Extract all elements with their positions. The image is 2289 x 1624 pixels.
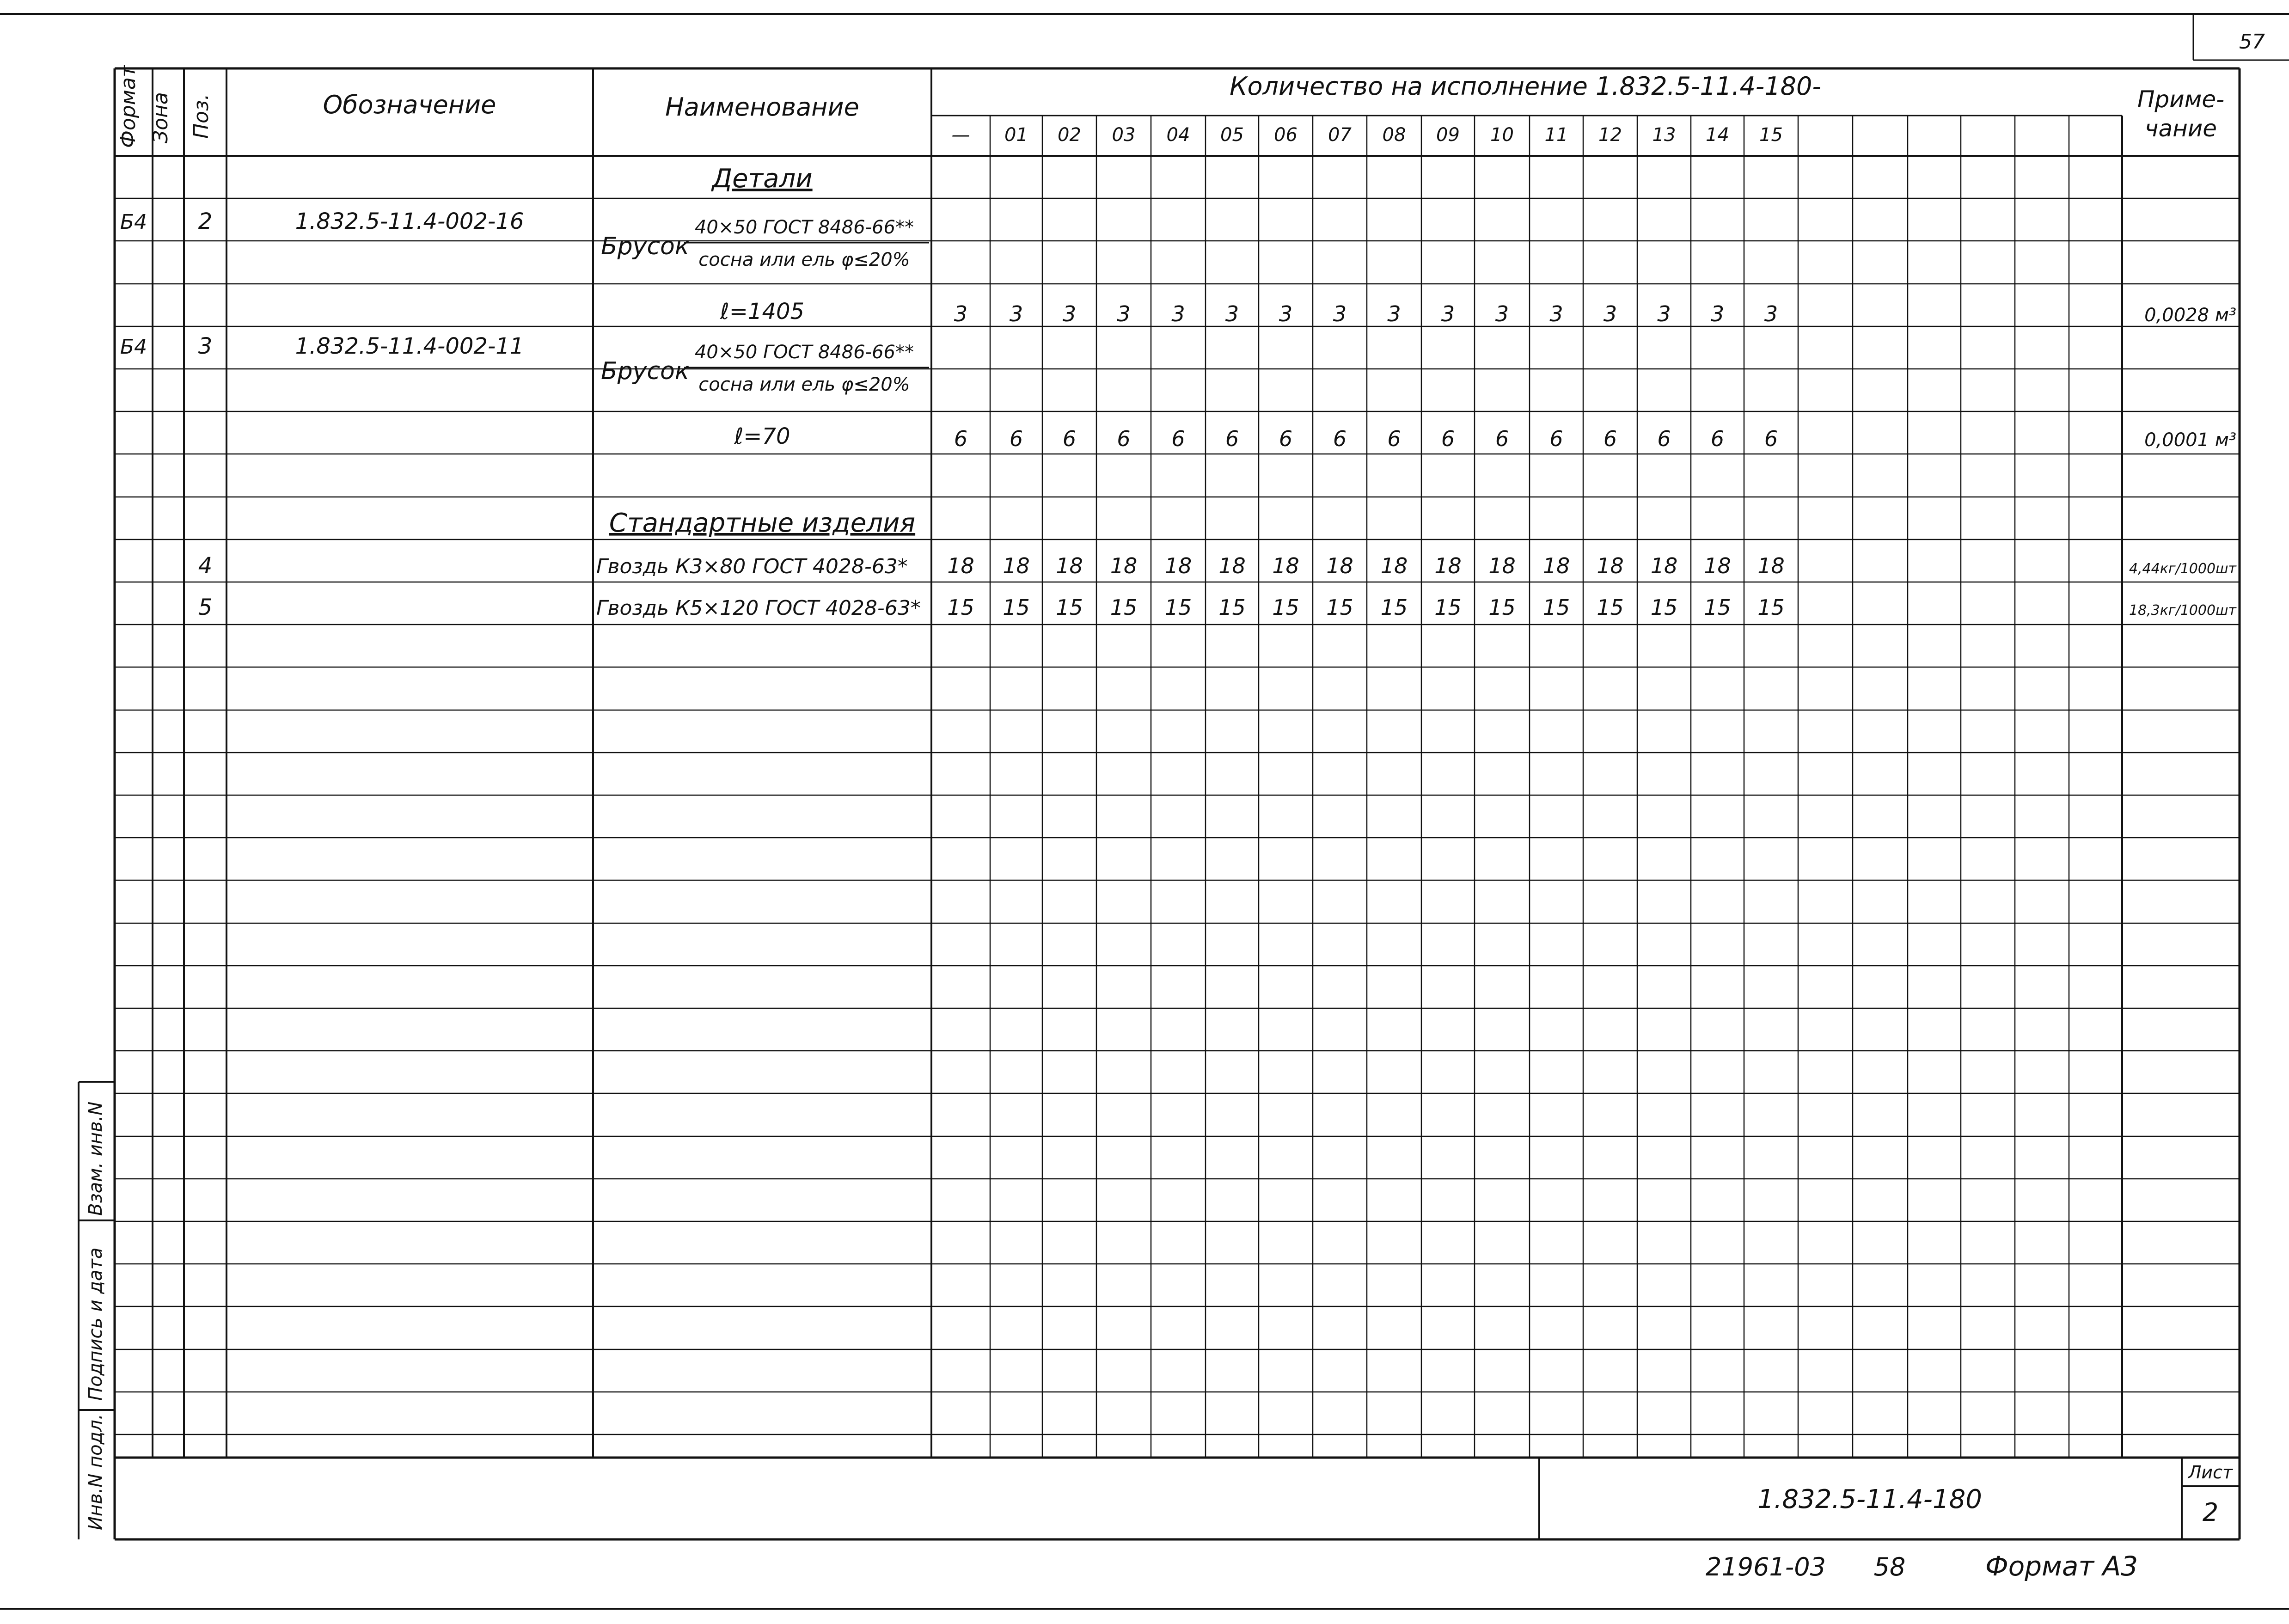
section-title: Стандартные изделия	[609, 508, 916, 538]
qty-cell: 15	[1650, 595, 1678, 620]
designation-cell: 1.832.5-11.4-002-11	[295, 333, 524, 359]
variant-header: 12	[1598, 124, 1622, 146]
qty-cell: 15	[1704, 595, 1731, 620]
name-cell: Гвоздь К3×80 ГОСТ 4028-63*	[596, 555, 908, 578]
header-zona: Зона	[149, 92, 172, 143]
poz-cell: 5	[198, 594, 213, 620]
qty-cell: 18	[1434, 553, 1462, 578]
qty-cell: 6	[1279, 426, 1293, 451]
qty-cell: 15	[1272, 595, 1299, 620]
variant-header: 06	[1274, 124, 1298, 146]
qty-cell: 3	[1549, 301, 1563, 326]
qty-cell: 3	[1657, 301, 1671, 326]
variant-header: 09	[1436, 124, 1460, 146]
qty-cell: 3	[1710, 301, 1725, 326]
variant-header: 13	[1652, 124, 1676, 146]
section-title: Детали	[712, 164, 813, 194]
qty-cell: 15	[1326, 595, 1353, 620]
qty-cell: 18	[1542, 553, 1570, 578]
variant-header: 01	[1004, 124, 1028, 146]
designation-cell: 1.832.5-11.4-002-16	[295, 208, 524, 234]
qty-cell: 6	[1657, 426, 1671, 451]
name-top: 40×50 ГОСТ 8486-66**	[694, 217, 914, 238]
poz-cell: 4	[198, 553, 213, 579]
name-bottom: сосна или ель φ≤20%	[698, 249, 910, 270]
page-number: 57	[2239, 30, 2265, 54]
variant-header: 10	[1490, 124, 1514, 146]
footer-number: 58	[1873, 1552, 1906, 1581]
qty-cell: 18	[1272, 553, 1299, 578]
length-cell: ℓ=70	[734, 423, 790, 449]
qty-cell: 6	[1171, 426, 1185, 451]
variant-header: 07	[1328, 124, 1352, 146]
qty-cell: 6	[1009, 426, 1023, 451]
qty-cell: 15	[1597, 595, 1624, 620]
format-cell: Б4	[120, 335, 147, 359]
qty-cell: 6	[1495, 426, 1509, 451]
sheet-label: Лист	[2188, 1462, 2233, 1483]
qty-cell: 3	[1603, 301, 1617, 326]
qty-cell: 6	[1062, 426, 1077, 451]
footer-code: 21961-03	[1706, 1552, 1826, 1581]
poz-cell: 3	[198, 333, 213, 359]
qty-cell: 18	[1003, 553, 1030, 578]
variant-header: 15	[1759, 124, 1783, 146]
qty-cell: 15	[1542, 595, 1570, 620]
side-label-inv-podl: Инв.N подл.	[85, 1414, 106, 1530]
qty-cell: 15	[1434, 595, 1462, 620]
header-naimenovanie: Наименование	[665, 92, 859, 122]
side-label-podpis: Подпись и дата	[85, 1247, 106, 1401]
variant-header: 02	[1058, 124, 1081, 146]
qty-cell: 6	[1603, 426, 1617, 451]
variant-header: 04	[1166, 124, 1190, 146]
note-cell: 0,0028 м³	[2144, 305, 2236, 326]
qty-cell: 3	[1387, 301, 1401, 326]
qty-cell: 6	[1387, 426, 1401, 451]
qty-cell: 3	[1333, 301, 1347, 326]
qty-cell: 6	[1117, 426, 1131, 451]
header-kolichestvo: Количество на исполнение 1.832.5-11.4-180-	[1230, 72, 1821, 101]
qty-cell: 18	[947, 553, 974, 578]
qty-cell: 15	[1003, 595, 1030, 620]
qty-cell: 6	[1710, 426, 1725, 451]
qty-cell: 6	[1333, 426, 1347, 451]
qty-cell: 3	[1009, 301, 1023, 326]
qty-cell: 6	[1441, 426, 1455, 451]
qty-cell: 18	[1164, 553, 1192, 578]
variant-header: 03	[1112, 124, 1136, 146]
title-designation: 1.832.5-11.4-180	[1757, 1484, 1982, 1514]
qty-cell: 18	[1326, 553, 1353, 578]
qty-cell: 3	[1495, 301, 1509, 326]
header-primechanie-2: чание	[2144, 115, 2217, 142]
qty-cell: 18	[1056, 553, 1083, 578]
qty-cell: 15	[1164, 595, 1192, 620]
qty-cell: 18	[1650, 553, 1678, 578]
qty-cell: 15	[947, 595, 974, 620]
format-cell: Б4	[120, 210, 147, 234]
qty-cell: 18	[1597, 553, 1624, 578]
qty-cell: 3	[954, 301, 968, 326]
header-poz: Поз.	[190, 93, 213, 139]
side-label-vzam: Взам. инв.N	[85, 1101, 106, 1216]
qty-cell: 3	[1279, 301, 1293, 326]
qty-cell: 15	[1218, 595, 1246, 620]
qty-cell: 3	[1441, 301, 1455, 326]
qty-cell: 18	[1218, 553, 1246, 578]
qty-cell: 15	[1056, 595, 1083, 620]
qty-cell: 18	[1110, 553, 1138, 578]
name-prefix: Брусок	[601, 233, 690, 260]
qty-cell: 3	[1062, 301, 1077, 326]
qty-cell: 3	[1225, 301, 1239, 326]
name-top: 40×50 ГОСТ 8486-66**	[694, 342, 914, 363]
qty-cell: 3	[1764, 301, 1778, 326]
variant-header: 05	[1220, 124, 1244, 146]
name-prefix: Брусок	[601, 357, 690, 385]
note-cell: 18,3кг/1000шт	[2129, 602, 2236, 619]
name-cell: Гвоздь К5×120 ГОСТ 4028-63*	[596, 596, 921, 620]
qty-cell: 3	[1171, 301, 1185, 326]
note-cell: 4,44кг/1000шт	[2129, 561, 2236, 577]
variant-header: 14	[1706, 124, 1729, 146]
qty-cell: 6	[1225, 426, 1239, 451]
poz-cell: 2	[198, 208, 213, 234]
note-cell: 0,0001 м³	[2144, 429, 2236, 451]
header-oboznachenie: Обозначение	[323, 90, 496, 119]
qty-cell: 18	[1380, 553, 1408, 578]
variant-header: 11	[1544, 124, 1568, 146]
qty-cell: 15	[1757, 595, 1785, 620]
qty-cell: 15	[1110, 595, 1138, 620]
variant-header: —	[951, 124, 970, 146]
qty-cell: 15	[1380, 595, 1408, 620]
qty-cell: 6	[1764, 426, 1778, 451]
qty-cell: 18	[1704, 553, 1731, 578]
length-cell: ℓ=1405	[720, 299, 805, 325]
variant-header: 08	[1382, 124, 1406, 146]
qty-cell: 18	[1488, 553, 1516, 578]
table-grid	[0, 14, 2289, 1609]
qty-cell: 6	[1549, 426, 1563, 451]
qty-cell: 6	[954, 426, 968, 451]
qty-cell: 15	[1488, 595, 1516, 620]
header-format: Формат	[116, 65, 140, 148]
qty-cell: 18	[1757, 553, 1785, 578]
sheet-number: 2	[2202, 1498, 2219, 1527]
footer-format: Формат А3	[1985, 1550, 2138, 1582]
name-bottom: сосна или ель φ≤20%	[698, 374, 910, 395]
header-primechanie-1: Приме-	[2137, 86, 2225, 113]
qty-cell: 3	[1117, 301, 1131, 326]
